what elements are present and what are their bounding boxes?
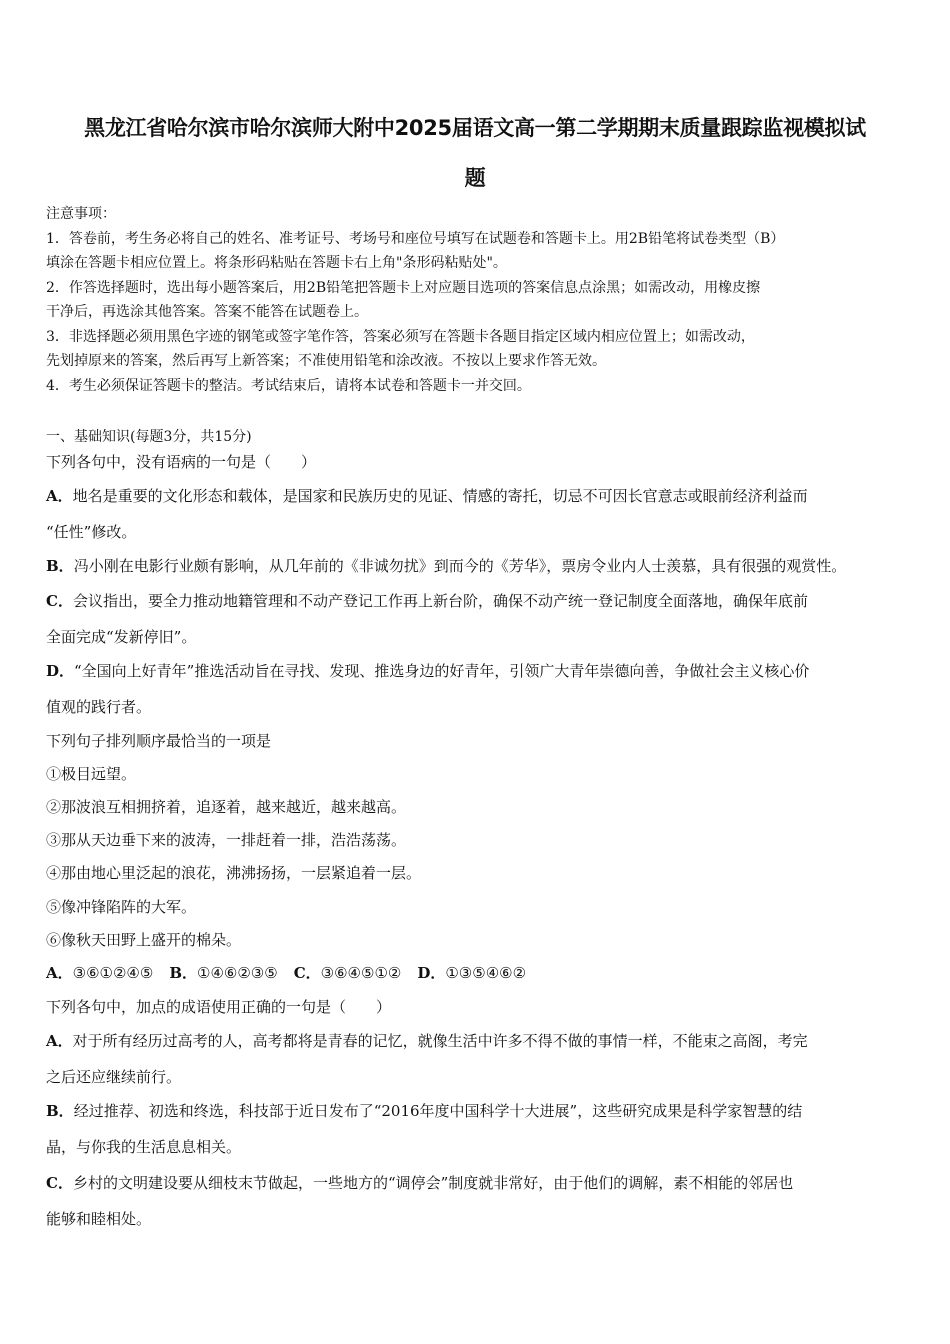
option-continuation: 晶，与你我的生活息息相关。 <box>46 1138 242 1156</box>
sentence-item: ③那从天边垂下来的波涛，一排赶着一排，浩浩荡荡。 <box>46 831 407 849</box>
question-3-option-c <box>46 1172 793 1193</box>
option-label: B． <box>46 557 74 575</box>
option-text: ①③⑤④⑥② <box>445 964 527 982</box>
option-text: 乡村的文明建设要从细枝末节做起，一些地方的“调停会”制度就非常好，由于他们的调解，素不相能的邻居也 <box>72 1174 794 1192</box>
sentence-item: ②那波浪互相拥挤着，追逐着，越来越近，越来越高。 <box>46 798 407 816</box>
option-text: 地名是重要的文化形态和载体，是国家和民族历史的见证、情感的寄托，切忌不可因长官意志或眼前经济利益而 <box>72 487 808 505</box>
notice-heading: 注意事项： <box>46 206 116 222</box>
option-label: A． <box>46 964 73 982</box>
question-1-option-c <box>46 590 808 611</box>
question-3-option-b <box>46 1100 802 1121</box>
notice-line: 2．作答选择题时，选出每小题答案后，用2B铅笔把答题卡上对应题目选项的答案信息点涂黑；如需改动，用橡皮擦 <box>46 280 761 296</box>
option-label: A． <box>46 1032 73 1050</box>
sentence-item: ④那由地心里泛起的浪花，沸沸扬扬，一层紧追着一层。 <box>46 864 422 882</box>
notice-line: 4．考生必须保证答题卡的整洁。考试结束后，请将本试卷和答题卡一并交回。 <box>46 378 531 394</box>
option-continuation: 全面完成“发新停旧”。 <box>46 628 197 646</box>
notice-line: 1．答卷前，考生务必将自己的姓名、准考证号、考场号和座位号填写在试题卷和答题卡上。用2B铅笔将试卷类型（B） <box>46 231 785 247</box>
notice-line: 填涂在答题卡相应位置上。将条形码粘贴在答题卡右上角"条形码粘贴处"。 <box>46 255 507 271</box>
question-3-option-a <box>46 1030 808 1051</box>
sentence-item: ①极目远望。 <box>46 765 137 783</box>
option-label: C． <box>46 1174 73 1192</box>
option-label: C． <box>46 592 73 610</box>
notice-line: 先划掉原来的答案，然后再写上新答案；不准使用铅笔和涂改液。不按以上要求作答无效。 <box>46 353 606 369</box>
question-1-option-b <box>46 555 846 576</box>
sentence-item: ⑤像冲锋陷阵的大军。 <box>46 898 197 916</box>
section-heading: 一、基础知识(每题3分，共15分) <box>46 429 252 445</box>
question-1-option-d <box>46 660 809 681</box>
option-label: D． <box>46 662 75 680</box>
option-text: ①④⑥②③⑤ <box>197 964 278 982</box>
option-text: 冯小刚在电影行业颇有影响，从几年前的《非诚勿扰》到而今的《芳华》，票房令业内人士羡慕，具有很强的观赏性。 <box>73 557 847 575</box>
option-continuation: 能够和睦相处。 <box>46 1210 152 1228</box>
option-continuation: “任性”修改。 <box>46 523 137 541</box>
option-text: 经过推荐、初选和终选，科技部于近日发布了“2016年度中国科学十大进展”，这些研究成果是科学家智慧的结 <box>73 1102 803 1120</box>
notice-line: 干净后，再选涂其他答案。答案不能答在试题卷上。 <box>46 304 368 320</box>
page-title-line-1: 黑龙江省哈尔滨市哈尔滨师大附中2025届语文高一第二学期期末质量跟踪监视模拟试 <box>84 116 866 140</box>
option-text: “全国向上好青年”推选活动旨在寻找、发现、推选身边的好青年，引领广大青年崇德向善，争做社会主义核心价 <box>74 662 810 680</box>
option-label: B． <box>169 964 198 982</box>
option-label: C． <box>293 964 321 982</box>
question-2-stem: 下列句子排列顺序最恰当的一项是 <box>46 732 272 750</box>
option-text: ③⑥④⑤①② <box>320 964 402 982</box>
option-text: 对于所有经历过高考的人，高考都将是青春的记忆，就像生活中许多不得不做的事情一样，不能束之高阁，考完 <box>72 1032 808 1050</box>
option-label: B． <box>46 1102 74 1120</box>
option-continuation: 之后还应继续前行。 <box>46 1068 182 1086</box>
option-text: ③⑥①②④⑤ <box>72 964 154 982</box>
question-1-stem: 下列各句中，没有语病的一句是（ ） <box>46 453 317 471</box>
option-text: 会议指出，要全力推动地籍管理和不动产登记工作再上新台阶，确保不动产统一登记制度全面落地，确保年底前 <box>72 592 808 610</box>
question-1-option-a <box>46 485 808 506</box>
option-continuation: 值观的践行者。 <box>46 698 152 716</box>
question-3-stem: 下列各句中，加点的成语使用正确的一句是（ ） <box>46 998 392 1016</box>
page-title-line-2: 题 <box>464 166 486 190</box>
notice-line: 3．非选择题必须用黑色字迹的钢笔或签字笔作答，答案必须写在答题卡各题目指定区域内相应位置上；如需改动， <box>46 329 755 345</box>
option-label: D． <box>417 964 446 982</box>
option-label: A． <box>46 487 73 505</box>
sentence-item: ⑥像秋天田野上盛开的棉朵。 <box>46 931 242 949</box>
question-2-options <box>46 962 526 983</box>
